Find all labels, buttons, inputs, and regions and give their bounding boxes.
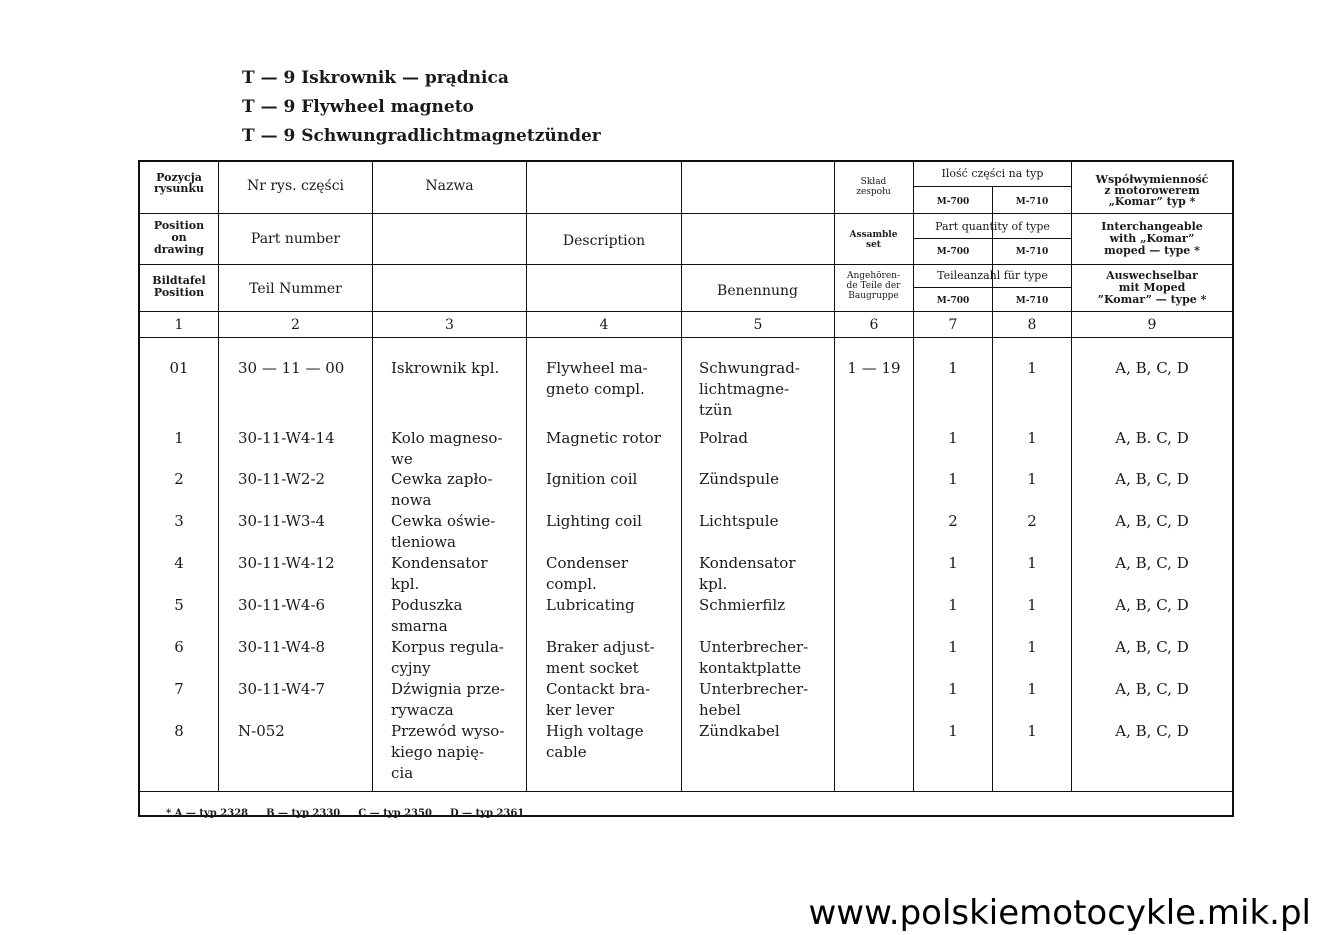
- cell-nr: 30-11-W4-7: [238, 680, 326, 698]
- cell-pl: Cewka zapło- nowa: [391, 470, 493, 509]
- header-nr-en: Part number: [250, 231, 341, 247]
- cell-m710: 2: [1027, 512, 1037, 530]
- cell-en: High voltage cable: [546, 722, 644, 761]
- cell-m700: 1: [948, 722, 958, 740]
- cell-de: Zündspule: [699, 470, 779, 488]
- header-pos-de: Bildtafel Position: [152, 274, 206, 299]
- cell-komar: A, B, C, D: [1115, 680, 1189, 698]
- cell-nr: 30 — 11 — 00: [238, 359, 345, 377]
- cell-m710: 1: [1027, 359, 1037, 377]
- header-m700-pl: M-700: [936, 197, 970, 207]
- cell-pl: Przewód wyso- kiego napię- cia: [391, 722, 505, 782]
- cell-de: Kondensator kpl.: [699, 554, 796, 593]
- cell-pos: 2: [174, 470, 184, 488]
- cell-m700: 1: [948, 680, 958, 698]
- colnum-6: 6: [869, 317, 879, 333]
- title-english: T — 9 Flywheel magneto: [242, 97, 474, 117]
- cell-en: Magnetic rotor: [546, 429, 661, 447]
- cell-pos: 4: [174, 554, 184, 572]
- cell-m700: 1: [948, 554, 958, 572]
- header-m700-de: M-700: [936, 296, 970, 306]
- header-sklad-de: Angehören- de Teile der Baugruppe: [846, 271, 901, 301]
- cell-komar: A, B, C, D: [1115, 359, 1189, 377]
- cell-de: Unterbrecher- hebel: [699, 680, 809, 719]
- header-benennung-de: Benennung: [717, 283, 798, 299]
- cell-m710: 1: [1027, 554, 1037, 572]
- cell-pos: 3: [174, 512, 184, 530]
- cell-pos: 7: [174, 680, 184, 698]
- cell-set: 1 — 19: [847, 359, 901, 377]
- cell-en: Braker adjust- ment socket: [546, 638, 655, 677]
- cell-nr: 30-11-W4-6: [238, 596, 326, 614]
- cell-komar: A, B. C, D: [1115, 429, 1189, 447]
- cell-komar: A, B, C, D: [1115, 596, 1189, 614]
- cell-pl: Kolo magneso- we: [391, 429, 503, 468]
- cell-pl: Kondensator kpl.: [391, 554, 488, 593]
- header-nazwa-pl: Nazwa: [425, 178, 474, 194]
- cell-en: Condenser compl.: [546, 554, 629, 593]
- cell-nr: 30-11-W4-12: [238, 554, 335, 572]
- title-polish: T — 9 Iskrownik — prądnica: [242, 68, 509, 88]
- header-pos-en: Position on drawing: [153, 219, 205, 256]
- header-desc-en: Description: [562, 233, 646, 249]
- cell-nr: 30-11-W4-8: [238, 638, 326, 656]
- colnum-2: 2: [291, 317, 300, 333]
- header-m700-en: M-700: [936, 247, 970, 257]
- header-wspol-de: Auswechselbar mit Moped ”Komar” — type *: [1097, 269, 1207, 306]
- header-m710-de: M-710: [1015, 296, 1049, 306]
- footnote-d: D — typ 2361: [449, 808, 525, 819]
- header-sklad-pl: Skład zespołu: [856, 177, 891, 197]
- cell-pos: 5: [174, 596, 184, 614]
- cell-en: Lubricating: [546, 596, 635, 614]
- cell-pl: Poduszka smarna: [391, 596, 463, 635]
- header-wspol-en: Interchangeable with „Komar” moped — type *: [1101, 220, 1203, 257]
- cell-en: Lighting coil: [546, 512, 642, 530]
- cell-pos: 01: [169, 359, 189, 377]
- header-ilosc-pl: Ilość części na typ: [941, 167, 1044, 180]
- cell-komar: A, B, C, D: [1115, 638, 1189, 656]
- cell-en: Ignition coil: [546, 470, 638, 488]
- cell-komar: A, B, C, D: [1115, 512, 1189, 530]
- colnum-1: 1: [174, 317, 184, 333]
- cell-nr: 30-11-W4-14: [238, 429, 335, 447]
- cell-pos: 6: [174, 638, 184, 656]
- cell-pos: 1: [174, 429, 184, 447]
- cell-de: Schmierfilz: [699, 596, 786, 614]
- cell-m700: 2: [948, 512, 958, 530]
- header-m710-pl: M-710: [1015, 197, 1049, 207]
- title-german: T — 9 Schwungradlichtmagnetzünder: [242, 126, 601, 146]
- cell-m700: 1: [948, 470, 958, 488]
- cell-pl: Dźwignia prze- rywacza: [391, 680, 505, 719]
- cell-m710: 1: [1027, 722, 1037, 740]
- cell-pl: Iskrownik kpl.: [391, 359, 500, 377]
- website-watermark: www.polskiemotocykle.mik.pl: [808, 893, 1311, 933]
- header-nr-de: Teil Nummer: [249, 281, 342, 297]
- cell-m710: 1: [1027, 596, 1037, 614]
- header-pos-pl: Pozycja rysunku: [154, 171, 204, 195]
- cell-m700: 1: [948, 596, 958, 614]
- header-ilosc-de: Teileanzahl für type: [937, 269, 1048, 282]
- parts-table: [138, 160, 1234, 817]
- cell-m700: 1: [948, 638, 958, 656]
- cell-pos: 8: [174, 722, 184, 740]
- cell-de: Polrad: [699, 429, 749, 447]
- cell-komar: A, B, C, D: [1115, 722, 1189, 740]
- footnote-b: B — typ 2330: [266, 808, 341, 819]
- cell-nr: 30-11-W2-2: [238, 470, 326, 488]
- cell-m710: 1: [1027, 680, 1037, 698]
- header-m710-en: M-710: [1015, 247, 1049, 257]
- footnote: [152, 797, 542, 830]
- footnote-c: C — typ 2350: [358, 808, 432, 819]
- cell-komar: A, B, C, D: [1115, 470, 1189, 488]
- colnum-3: 3: [445, 317, 454, 333]
- header-nr-pl: Nr rys. części: [246, 178, 345, 194]
- cell-komar: A, B, C, D: [1115, 554, 1189, 572]
- colnum-9: 9: [1147, 317, 1157, 333]
- header-sklad-en: Assamble set: [849, 230, 898, 250]
- page-titles: [242, 64, 601, 151]
- cell-de: Zündkabel: [699, 722, 780, 740]
- cell-m700: 1: [948, 359, 958, 377]
- colnum-5: 5: [753, 317, 763, 333]
- cell-m700: 1: [948, 429, 958, 447]
- cell-en: Contackt bra- ker lever: [546, 680, 651, 719]
- cell-de: Schwungrad- lichtmagne- tzün: [699, 359, 800, 419]
- header-wspol-pl: Współwymienność z motorowerem „Komar” typ *: [1095, 173, 1209, 208]
- colnum-7: 7: [948, 317, 958, 333]
- cell-de: Unterbrecher- kontaktplatte: [699, 638, 809, 677]
- cell-de: Lichtspule: [699, 512, 779, 530]
- colnum-4: 4: [599, 317, 609, 333]
- cell-nr: N-052: [238, 722, 285, 740]
- cell-pl: Cewka oświe- tleniowa: [391, 512, 496, 551]
- cell-en: Flywheel ma- gneto compl.: [546, 359, 648, 398]
- cell-m710: 1: [1027, 429, 1037, 447]
- colnum-8: 8: [1027, 317, 1037, 333]
- cell-pl: Korpus regula- cyjny: [391, 638, 504, 677]
- footnote-a: * A — typ 2328: [165, 808, 249, 819]
- cell-m710: 1: [1027, 638, 1037, 656]
- cell-m710: 1: [1027, 470, 1037, 488]
- cell-nr: 30-11-W3-4: [238, 512, 326, 530]
- header-ilosc-en: Part quantity of type: [935, 220, 1050, 233]
